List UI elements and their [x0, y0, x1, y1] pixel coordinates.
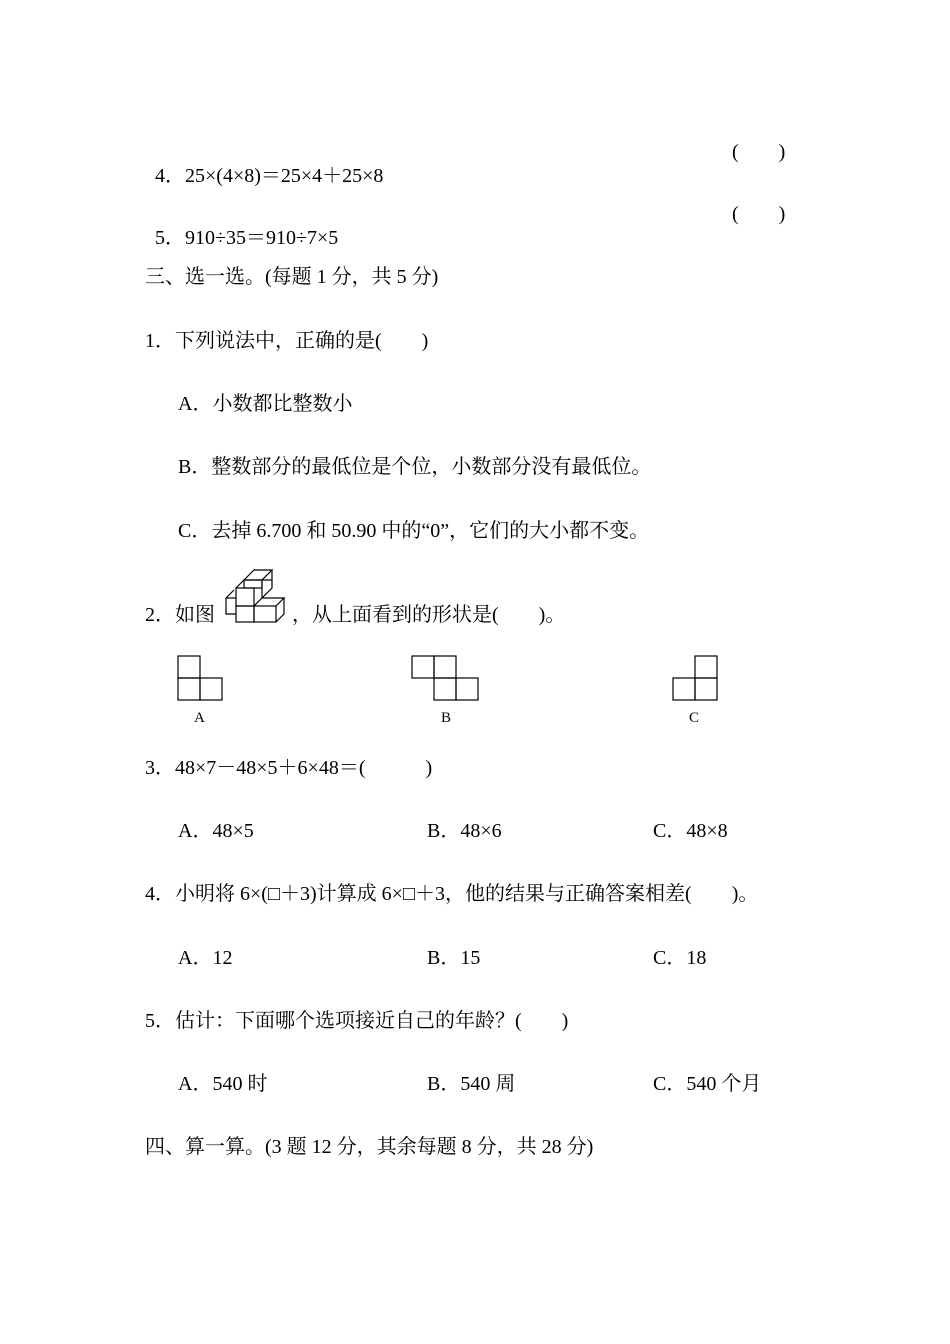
- choice-q5-option-b[interactable]: B．540 周: [427, 1073, 516, 1095]
- choice-q4-option-b[interactable]: B．15: [427, 947, 481, 969]
- choice-q5-option-c[interactable]: C．540 个月: [653, 1073, 762, 1095]
- section3-title: 三、选一选。(每题 1 分，共 5 分): [145, 266, 439, 288]
- choice-q2-num: 2．如图: [145, 604, 215, 626]
- choice-q2-option-b-shape[interactable]: [411, 655, 481, 701]
- choice-q1-option-b[interactable]: B．整数部分的最低位是个位，小数部分没有最低位。: [178, 456, 652, 478]
- judge-q4-text: 25×(4×8)＝25×4＋25×8: [185, 165, 384, 187]
- choice-q2-rest: ，从上面看到的形状是( )。: [292, 604, 566, 626]
- judge-q4: [145, 140, 383, 188]
- choice-q3-option-a[interactable]: A．48×5: [178, 820, 254, 842]
- choice-q2-option-a-shape[interactable]: [177, 655, 223, 701]
- cube-stack-figure: [222, 566, 292, 624]
- choice-q1-option-a[interactable]: A．小数都比整数小: [178, 393, 353, 415]
- section4-title: 四、算一算。(3 题 12 分，其余每题 8 分，共 28 分): [145, 1136, 594, 1158]
- choice-q2-option-a-label[interactable]: A: [194, 710, 205, 726]
- choice-q3-option-b[interactable]: B．48×6: [427, 820, 502, 842]
- choice-q1-stem: 1．下列说法中，正确的是( ): [145, 330, 429, 352]
- judge-q5: [145, 202, 338, 250]
- choice-q2-option-b-label[interactable]: B: [441, 710, 452, 726]
- choice-q5-option-a[interactable]: A．540 时: [178, 1073, 268, 1095]
- choice-q2-option-c-shape[interactable]: [672, 655, 718, 701]
- choice-q2-option-c-label[interactable]: C: [689, 710, 700, 726]
- choice-q1-option-c[interactable]: C．去掉 6.700 和 50.90 中的“0”，它们的大小都不变。: [178, 520, 650, 542]
- choice-q4-option-c[interactable]: C．18: [653, 947, 707, 969]
- choice-q4-stem: 4．小明将 6×(□＋3)计算成 6×□＋3，他的结果与正确答案相差( )。: [145, 883, 759, 905]
- judge-q4-num: 4．: [155, 165, 185, 187]
- judge-q5-answer-blank[interactable]: ( ): [732, 203, 786, 225]
- choice-q4-option-a[interactable]: A．12: [178, 947, 233, 969]
- choice-q3-stem: 3．48×7－48×5＋6×48＝( ): [145, 757, 433, 779]
- judge-q5-text: 910÷35＝910÷7×5: [185, 227, 339, 249]
- choice-q5-stem: 5．估计：下面哪个选项接近自己的年龄？( ): [145, 1010, 569, 1032]
- choice-q3-option-c[interactable]: C．48×8: [653, 820, 728, 842]
- judge-q5-num: 5．: [155, 227, 185, 249]
- judge-q4-answer-blank[interactable]: ( ): [732, 141, 786, 163]
